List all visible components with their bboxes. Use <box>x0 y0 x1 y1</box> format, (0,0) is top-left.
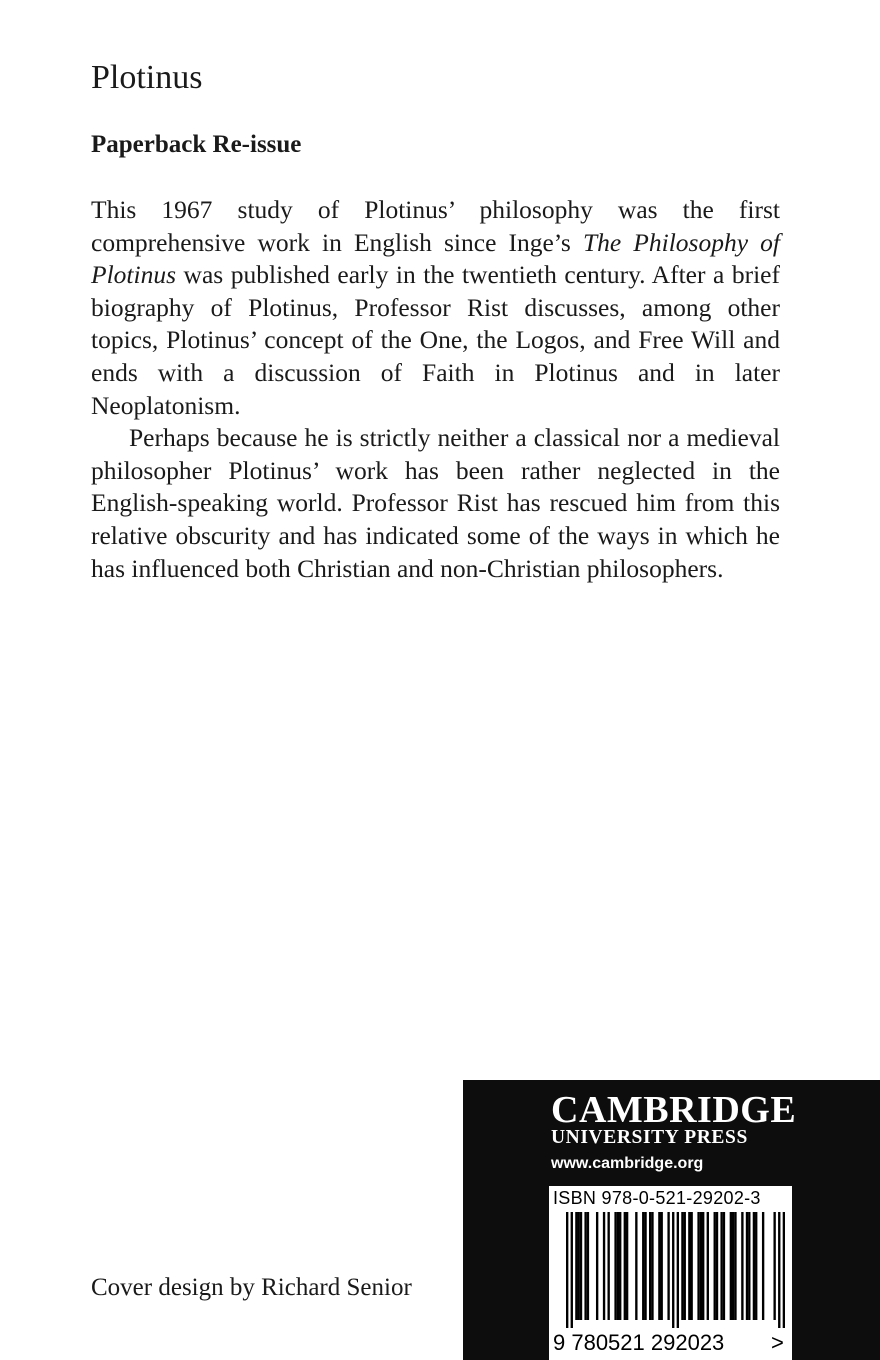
edition-label: Paperback Re-issue <box>91 131 302 158</box>
barcode-bar <box>697 1212 699 1320</box>
barcode-bar <box>700 1212 702 1320</box>
barcode-bar <box>714 1212 716 1320</box>
barcode-bar <box>681 1212 683 1320</box>
barcode-bar <box>762 1212 764 1320</box>
publisher-panel <box>463 1080 880 1360</box>
barcode-bar <box>741 1212 743 1320</box>
description-p1-part1: This 1967 study of Plotinus’ philosophy was the first comprehensive work in English since Inge’s <box>91 195 780 257</box>
publisher-logo-name: CAMBRIDGE <box>551 1089 797 1131</box>
book-title: Plotinus <box>91 59 203 96</box>
referenced-book-title: The Philosophy of Plotinus <box>91 227 780 290</box>
barcode-bar <box>642 1212 644 1320</box>
barcode-bar <box>578 1212 580 1320</box>
cover-design-credit: Cover design by Richard Senior <box>91 1274 412 1301</box>
description-paragraph-2: Perhaps because he is strictly neither a classical nor a medieval philosopher Plotinus’ work has been rather neglected in the English-speaking world. Professor Rist has rescued him from this relative obscurity and has indicated some of the ways in which he has influenced both Christian and non-Christian philosophers. <box>91 423 780 583</box>
barcode-bar <box>658 1212 660 1320</box>
barcode-bars <box>555 1212 785 1328</box>
barcode-block <box>549 1186 792 1360</box>
barcode-bar <box>677 1212 679 1328</box>
barcode-bar <box>587 1212 589 1320</box>
barcode-bar <box>626 1212 628 1320</box>
barcode-bar <box>734 1212 736 1320</box>
barcode-bar <box>651 1212 653 1320</box>
barcode-bar <box>720 1212 722 1320</box>
barcode-bar <box>649 1212 651 1320</box>
barcode-bar <box>730 1212 732 1320</box>
barcode-bar <box>783 1212 785 1328</box>
barcode-bar <box>702 1212 704 1320</box>
barcode-bar <box>716 1212 718 1320</box>
barcode-bar <box>753 1212 755 1320</box>
barcode-bar <box>778 1212 780 1328</box>
barcode-bar <box>584 1212 586 1320</box>
publisher-logo-subtitle: UNIVERSITY PRESS <box>551 1127 748 1148</box>
barcode-bar <box>732 1212 734 1320</box>
barcode-bar <box>684 1212 686 1320</box>
barcode-bar <box>707 1212 709 1320</box>
barcode-bar <box>746 1212 748 1320</box>
barcode-bar <box>672 1212 674 1328</box>
publisher-url: www.cambridge.org <box>551 1155 704 1172</box>
barcode-bar <box>644 1212 646 1320</box>
barcode-bar <box>603 1212 605 1320</box>
barcode-bar <box>614 1212 616 1320</box>
barcode-bar <box>773 1212 775 1320</box>
barcode-bar <box>667 1212 669 1320</box>
description-p1-part2: was published early in the twentieth century. After a brief biography of Plotinus, Professor Rist discusses, among other topics, Plotinus’ concept of the One, the Logos, and Free Will and ends with a discussion of Faith in Plotinus and in later Neoplatonism. <box>91 260 780 420</box>
barcode-bar <box>688 1212 690 1320</box>
barcode-bar <box>755 1212 757 1320</box>
barcode-bar <box>607 1212 609 1320</box>
barcode-bar <box>748 1212 750 1320</box>
barcode-bar <box>575 1212 577 1320</box>
book-description <box>91 194 780 585</box>
barcode-bar <box>690 1212 692 1320</box>
barcode-bar <box>619 1212 621 1320</box>
description-paragraph-1 <box>91 194 780 422</box>
isbn-label: ISBN 978-0-521-29202-3 <box>553 1188 761 1208</box>
barcode-bar <box>661 1212 663 1320</box>
barcode-bar <box>566 1212 568 1328</box>
barcode-bar <box>624 1212 626 1320</box>
barcode-bar <box>580 1212 582 1320</box>
barcode-arrow-icon: > <box>771 1330 784 1355</box>
barcode-bar <box>571 1212 573 1328</box>
barcode-bar <box>635 1212 637 1320</box>
barcode-bar <box>617 1212 619 1320</box>
barcode-bar <box>723 1212 725 1320</box>
barcode-bar <box>596 1212 598 1320</box>
barcode-digits: 9 780521 292023 <box>553 1330 725 1355</box>
